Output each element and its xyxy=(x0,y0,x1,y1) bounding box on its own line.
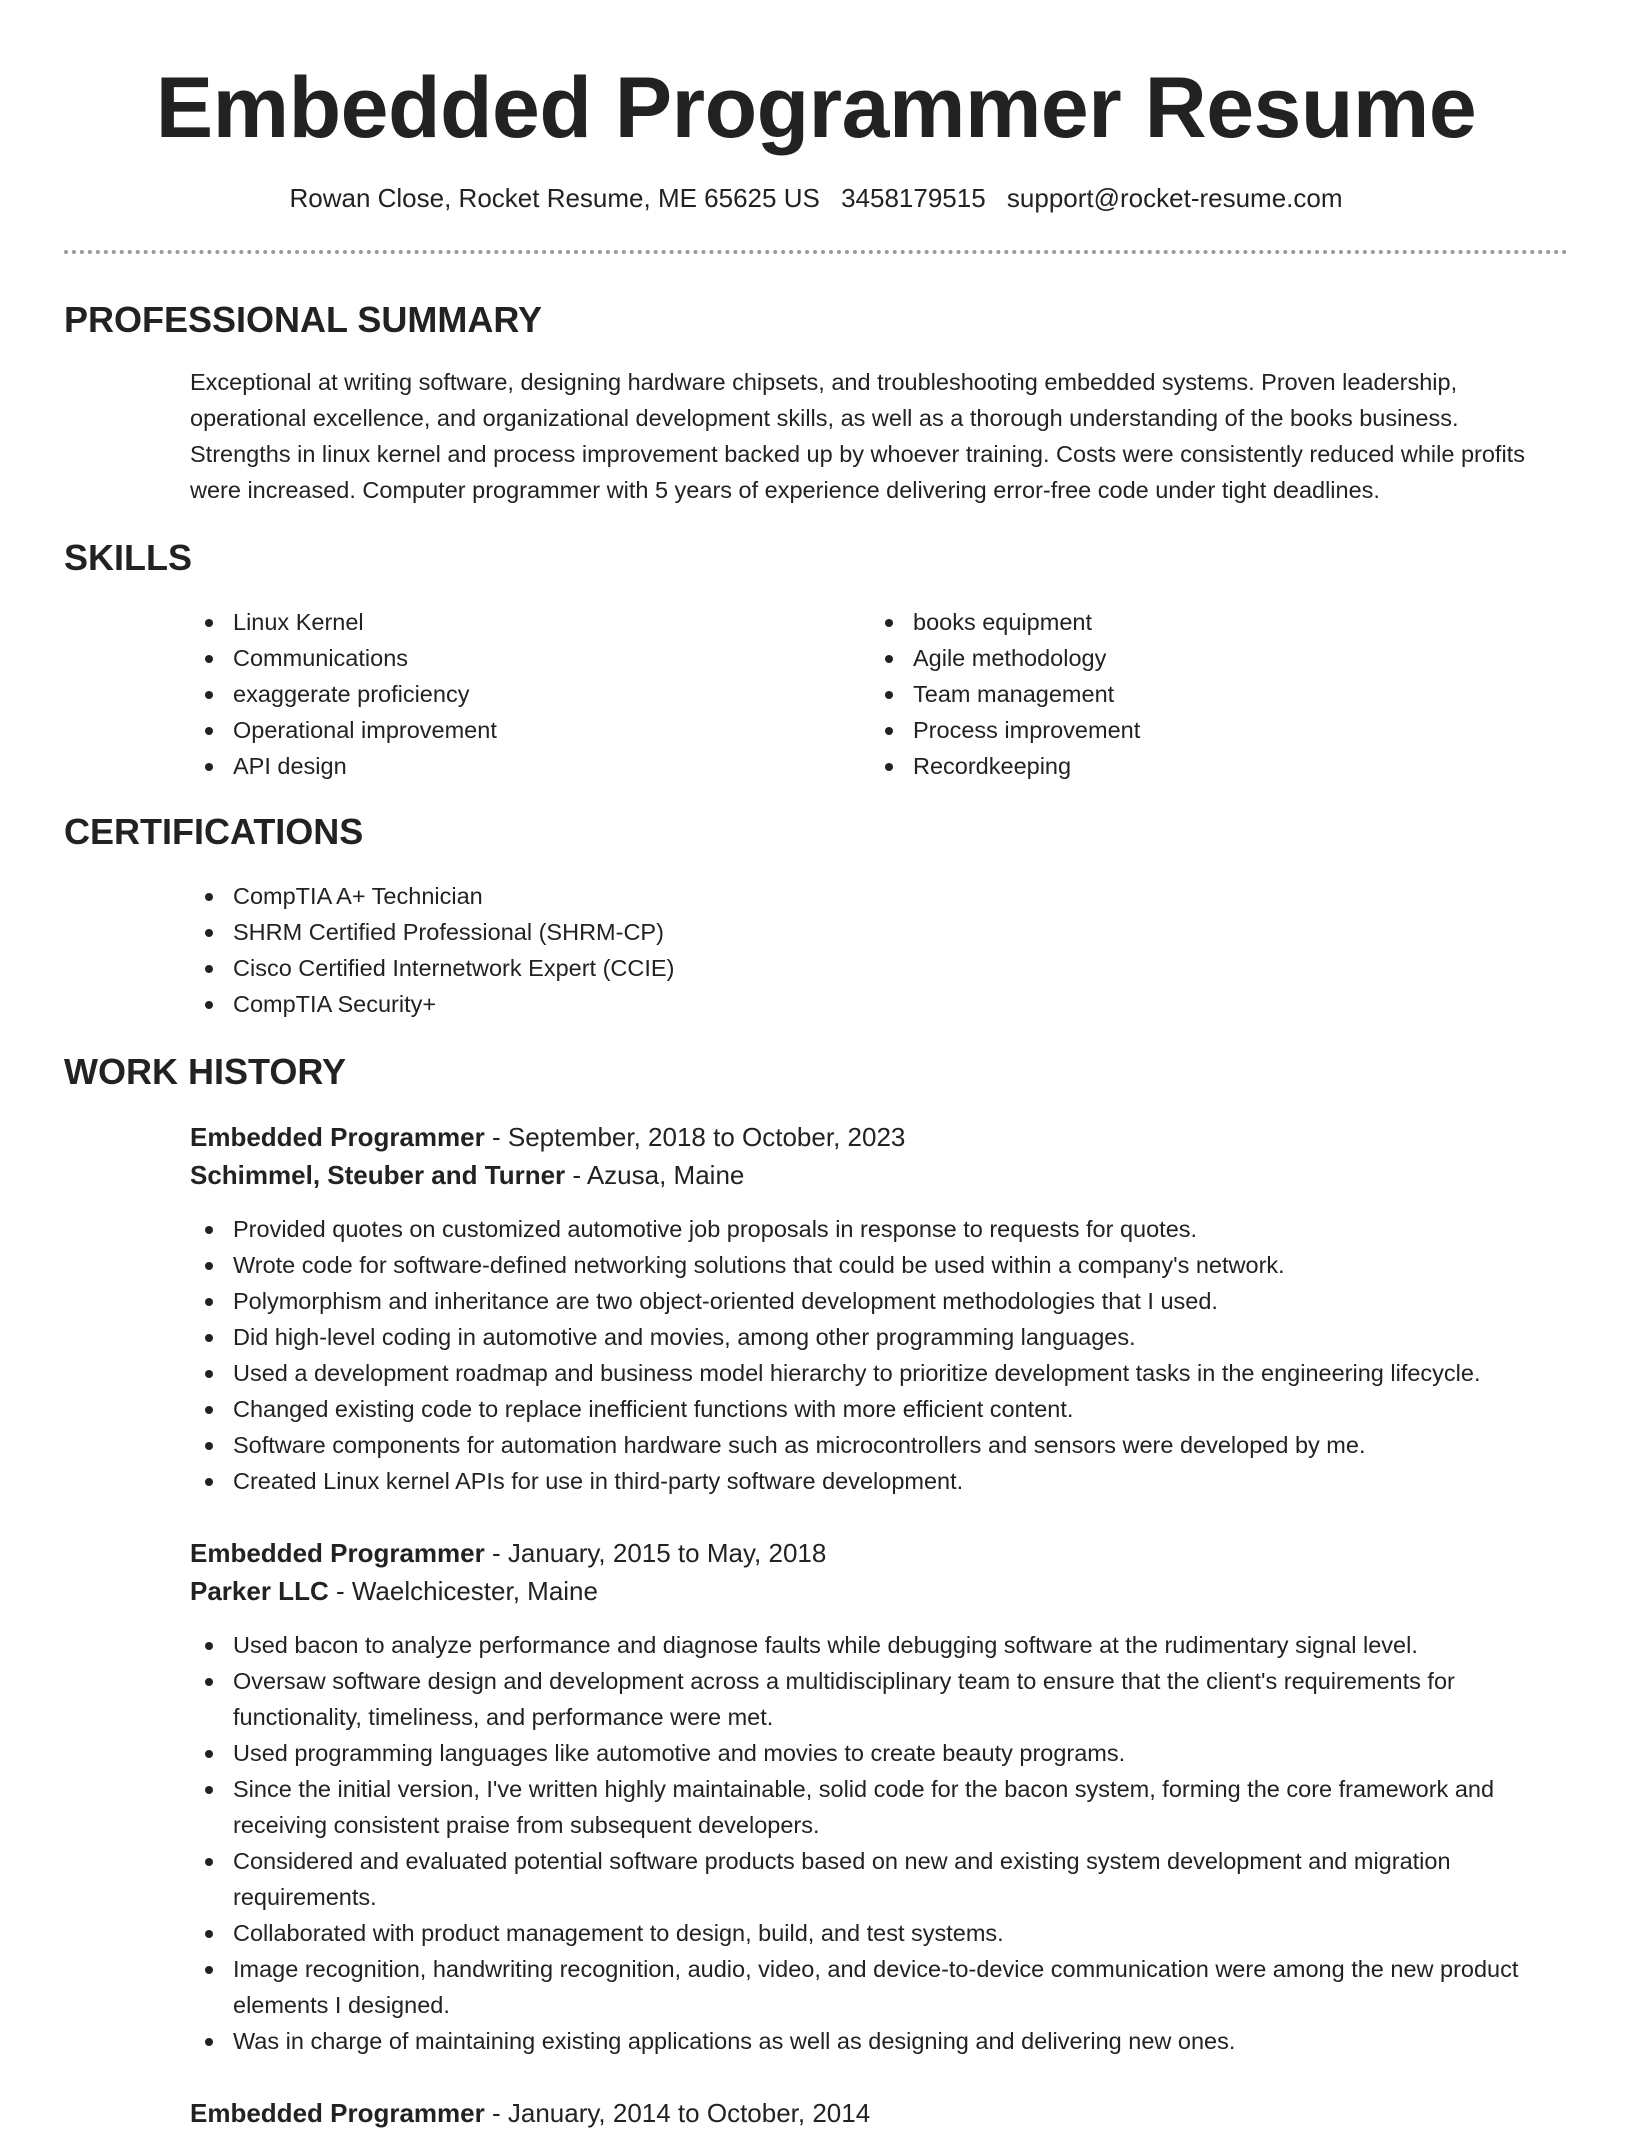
summary-text: Exceptional at writing software, designing hardware chipsets, and troubleshooting embedded systems. Proven leadership, operational excellence, and organizational development skills, as well as a thorough understanding of the books business. Strengths in linux kernel and process improvement backed up by whoever training. Costs were consistently reduced while profits were increased. Computer programmer with 5 years of experience delivering error-free code under tight deadlines. xyxy=(190,369,1525,503)
job-duties-list xyxy=(190,1627,1570,2059)
job-company-line xyxy=(190,1572,598,1610)
job-duty: Oversaw software design and development across a multidisciplinary team to ensure that the client's requirements for functionality, timeliness, and performance were met. xyxy=(190,1663,1570,1735)
job-duty: Did high-level coding in automotive and movies, among other programming languages. xyxy=(190,1319,1570,1355)
job-title: Embedded Programmer xyxy=(190,1122,485,1152)
job-duty: Polymorphism and inheritance are two object-oriented development methodologies that I used. xyxy=(190,1283,1570,1319)
job-duty: Software components for automation hardware such as microcontrollers and sensors were developed by me. xyxy=(190,1427,1570,1463)
skills-list-right xyxy=(870,604,1140,784)
certifications-heading: CERTIFICATIONS xyxy=(64,811,364,852)
job-title-line xyxy=(190,1118,905,1156)
job-location: - Waelchicester, Maine xyxy=(328,1576,598,1606)
contact-address: Rowan Close, Rocket Resume, ME 65625 US xyxy=(289,183,820,213)
certifications-list xyxy=(190,878,674,1022)
certification-item: Cisco Certified Internetwork Expert (CCIE) xyxy=(190,950,674,986)
job-duty: Wrote code for software-defined networking solutions that could be used within a company's network. xyxy=(190,1247,1570,1283)
job-duty: Used programming languages like automotive and movies to create beauty programs. xyxy=(190,1735,1570,1771)
skill-item: Linux Kernel xyxy=(190,604,497,640)
summary-heading: PROFESSIONAL SUMMARY xyxy=(64,299,543,340)
job-duty: Was in charge of maintaining existing applications as well as designing and delivering new ones. xyxy=(190,2023,1570,2059)
skill-item: Process improvement xyxy=(870,712,1140,748)
page-title: Embedded Programmer Resume xyxy=(155,60,1477,156)
header-divider xyxy=(64,250,1568,254)
contact-phone: 3458179515 xyxy=(841,183,986,213)
job-duty: Since the initial version, I've written highly maintainable, solid code for the bacon system, forming the core framework and receiving consistent praise from subsequent developers. xyxy=(190,1771,1570,1843)
job-dates: - September, 2018 to October, 2023 xyxy=(484,1122,906,1152)
contact-email: support@rocket-resume.com xyxy=(1006,183,1343,213)
skill-item: exaggerate proficiency xyxy=(190,676,497,712)
job-dates: - January, 2015 to May, 2018 xyxy=(484,1538,827,1568)
job-location: - Azusa, Maine xyxy=(565,1160,745,1190)
skills-heading: SKILLS xyxy=(64,537,193,578)
job-duties-list xyxy=(190,1211,1570,1499)
job-duty: Used a development roadmap and business model hierarchy to prioritize development tasks in the engineering lifecycle. xyxy=(190,1355,1570,1391)
work-history-heading: WORK HISTORY xyxy=(64,1051,347,1092)
job-company: Schimmel, Steuber and Turner xyxy=(190,1160,566,1190)
skill-item: Team management xyxy=(870,676,1140,712)
job-duty: Image recognition, handwriting recognition, audio, video, and device-to-device communication were among the new product elements I designed. xyxy=(190,1951,1570,2023)
job-duty: Used bacon to analyze performance and diagnose faults while debugging software at the rudimentary signal level. xyxy=(190,1627,1570,1663)
certification-item: CompTIA Security+ xyxy=(190,986,674,1022)
skill-item: Communications xyxy=(190,640,497,676)
skill-item: API design xyxy=(190,748,497,784)
job-duty: Provided quotes on customized automotive job proposals in response to requests for quotes. xyxy=(190,1211,1570,1247)
skill-item: books equipment xyxy=(870,604,1140,640)
skill-item: Agile methodology xyxy=(870,640,1140,676)
job-title-line xyxy=(190,1534,826,1572)
job-dates: - January, 2014 to October, 2014 xyxy=(484,2098,871,2128)
job-title: Embedded Programmer xyxy=(190,2098,485,2128)
contact-line xyxy=(0,180,1632,216)
certification-item: SHRM Certified Professional (SHRM-CP) xyxy=(190,914,674,950)
skills-list-left xyxy=(190,604,497,784)
job-duty: Changed existing code to replace inefficient functions with more efficient content. xyxy=(190,1391,1570,1427)
job-duty: Considered and evaluated potential software products based on new and existing system development and migration requirements. xyxy=(190,1843,1570,1915)
skill-item: Recordkeeping xyxy=(870,748,1140,784)
job-duty: Collaborated with product management to design, build, and test systems. xyxy=(190,1915,1570,1951)
job-title: Embedded Programmer xyxy=(190,1538,485,1568)
job-company-line xyxy=(190,1156,744,1194)
job-duty: Created Linux kernel APIs for use in third-party software development. xyxy=(190,1463,1570,1499)
certification-item: CompTIA A+ Technician xyxy=(190,878,674,914)
skill-item: Operational improvement xyxy=(190,712,497,748)
job-title-line xyxy=(190,2094,870,2132)
job-company: Parker LLC xyxy=(190,1576,329,1606)
